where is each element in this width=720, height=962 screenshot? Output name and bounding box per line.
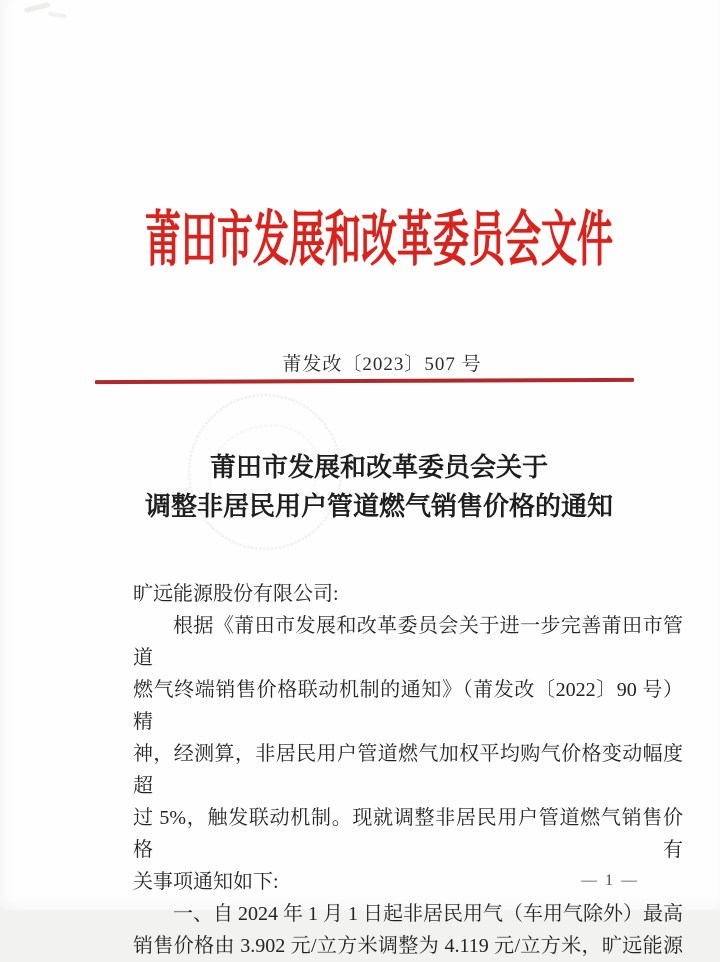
body-line-recipient: 旷远能源股份有限公司: (133, 583, 339, 605)
scan-artifact-mark (48, 12, 66, 19)
letterhead-title: 莆田市发展和改革委员会文件 (144, 207, 613, 273)
body-line: 过 5%，触发联动机制。现就调整非居民用户管道燃气销售价格有 (133, 807, 683, 861)
document-number: 莆发改〔2023〕507 号 (282, 354, 482, 375)
page-number: — 1 — (581, 872, 639, 889)
document-title-line-1: 莆田市发展和改革委员会关于 (209, 453, 548, 482)
document-body (133, 578, 683, 962)
body-line: 销售价格由 3.902 元/立方米调整为 4.119 元/立方米，旷远能源 (133, 935, 683, 957)
document-title-line-2: 调整非居民用户管道燃气销售价格的通知 (144, 492, 613, 521)
document-title (19, 448, 720, 526)
body-line: 燃气终端销售价格联动机制的通知》（莆发改〔2022〕90 号）精 (133, 679, 683, 733)
body-line: 一、自 2024 年 1 月 1 日起非居民用气（车用气除外）最高 (173, 903, 683, 925)
body-line: 神，经测算，非居民用户管道燃气加权平均购气价格变动幅度超 (133, 743, 683, 797)
body-line: 关事项通知如下: (133, 871, 279, 893)
red-separator-rule (95, 378, 634, 384)
letterhead (19, 206, 720, 274)
scan-artifact-mark (24, 2, 50, 13)
body-line: 根据《莆田市发展和改革委员会关于进一步完善莆田市管道 (133, 615, 683, 669)
